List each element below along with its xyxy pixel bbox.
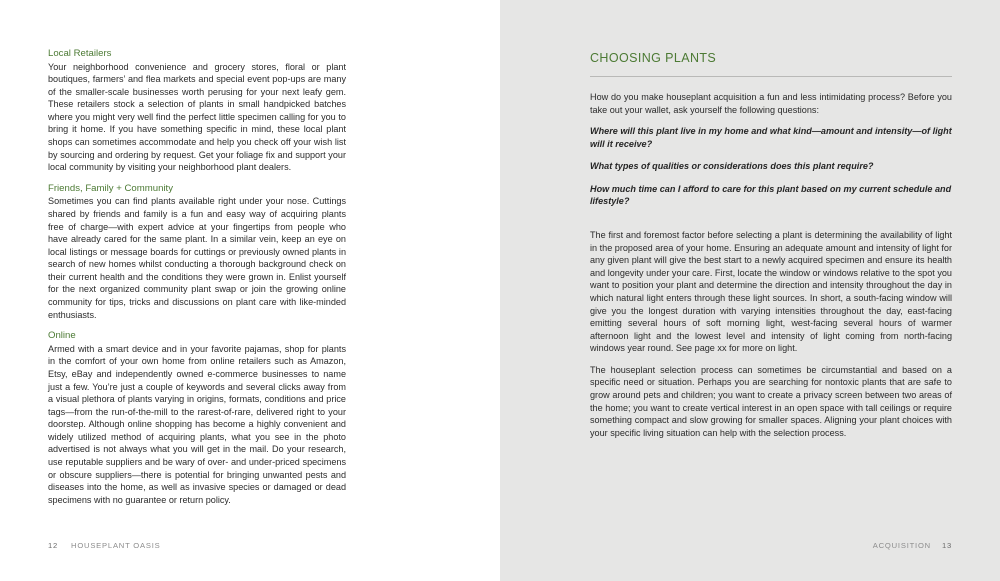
right-text-column xyxy=(590,48,952,439)
right-footer xyxy=(873,541,952,550)
page-number: 12 xyxy=(48,541,59,550)
body-paragraph: The houseplant selection process can sometimes be circumstantial and based on a specific need or situation. Perhaps you are searching for nontoxic plants that are safe to grow around pets and children; you want to create a privacy screen between two areas of the home; you want to create vertical interest in an open space with tall ceilings or require something compact and slow growing for smaller spaces. Aligning your plant choices with your specific living situation can help with the selection process. xyxy=(590,364,952,438)
section-online xyxy=(48,330,346,506)
question: Where will this plant live in my home and what kind—amount and intensity—of light will it receive? xyxy=(590,126,952,149)
section-heading: Friends, Family + Community xyxy=(48,182,174,194)
section-friends-family-community xyxy=(48,183,346,321)
section-body: Armed with a smart device and in your favorite pajamas, shop for plants in the comfort of your own home from online retailers such as Amazon, Etsy, eBay and independently owned e-commerce businesses to name just a few. You’re just a couple of keywords and several clicks away from a visual plethora of plants varying in origins, formats, conditions and price tags—from the run-of-the-mill to the rarest-of-rare, delivered right to your doorstep. Although online shopping has become a highly convenient and widely utilized method of acquiring plants, what you see in the photo advertised is not always what you will get in the mail. Do your research, use reputable suppliers and be wary of over- and under-priced specimens or obscure suppliers—there is potential for bringing unwanted pests and diseases into the home, as well as invasive species or damaged or dead specimens with no guarantee or return policy. xyxy=(48,343,346,505)
right-page xyxy=(500,0,1000,581)
section-local-retailers xyxy=(48,48,346,174)
question: What types of qualities or considerations does this plant require? xyxy=(590,161,874,172)
chapter-title: CHOOSING PLANTS xyxy=(590,51,717,65)
section-body: Sometimes you can find plants available right under your nose. Cuttings shared by friends and family is a fun and easy way of acquiring plants free of charge—with expert advice at your fingertips from people who have already cared for the same plant. In a similar vein, keep an eye on local listings or message boards for cuttings or previously owned plants in search of new homes whilst conducting a thorough background check on their current health and the conditions they were grown in. Enlist yourself for the next organized community plant swap or join the growing online community for tips, tricks and discussions on plant care with like-minded enthusiasts. xyxy=(48,196,346,320)
title-divider xyxy=(590,76,952,77)
intro-paragraph: How do you make houseplant acquisition a fun and less intimidating process? Before you take out your wallet, ask yourself the following questions: xyxy=(590,92,952,115)
left-text-column xyxy=(48,48,346,515)
running-title: HOUSEPLANT OASIS xyxy=(71,541,161,550)
running-title: ACQUISITION xyxy=(872,541,931,550)
body-paragraph: The first and foremost factor before selecting a plant is determining the availability of light in the proposed area of your home. Ensuring an adequate amount and intensity of light for any given plant will give the best start to a newly acquired specimen and ensure its health and longevity under your care. First, locate the window or windows relative to the spot you want to position your plant and determine the direction and intensity throughout the day in which natural light enters through these light sources. In short, a south-facing window will give you the longest duration with varying intensities throughout the day, east-facing emitting several hours of soft morning light, west-facing several hours of warmer afternoon light and the lowest level and intensity of light coming from north-facing windows year round. See page xx for more on light. xyxy=(590,230,952,354)
page-number: 13 xyxy=(941,541,952,550)
left-footer xyxy=(48,541,161,550)
section-heading: Online xyxy=(48,330,76,342)
question: How much time can I afford to care for this plant based on my current schedule and lifestyle? xyxy=(590,183,952,207)
section-heading: Local Retailers xyxy=(48,48,112,59)
section-body: Your neighborhood convenience and grocery stores, floral or plant boutiques, farmers’ and flea markets and special event pop-ups are many of the smaller-scale businesses worth perusing for your next leafy gem. These retailers stock a selection of plants in small handpicked batches where you might very well find the perfect little specimen calling for you to bring it home. If you have something specific in mind, these local plant shops can sometimes accommodate and help you check off your wish list by sourcing and ordering by request. Get your foliage fix and support your local community by visiting your neighborhood plant dealers. xyxy=(48,61,346,173)
